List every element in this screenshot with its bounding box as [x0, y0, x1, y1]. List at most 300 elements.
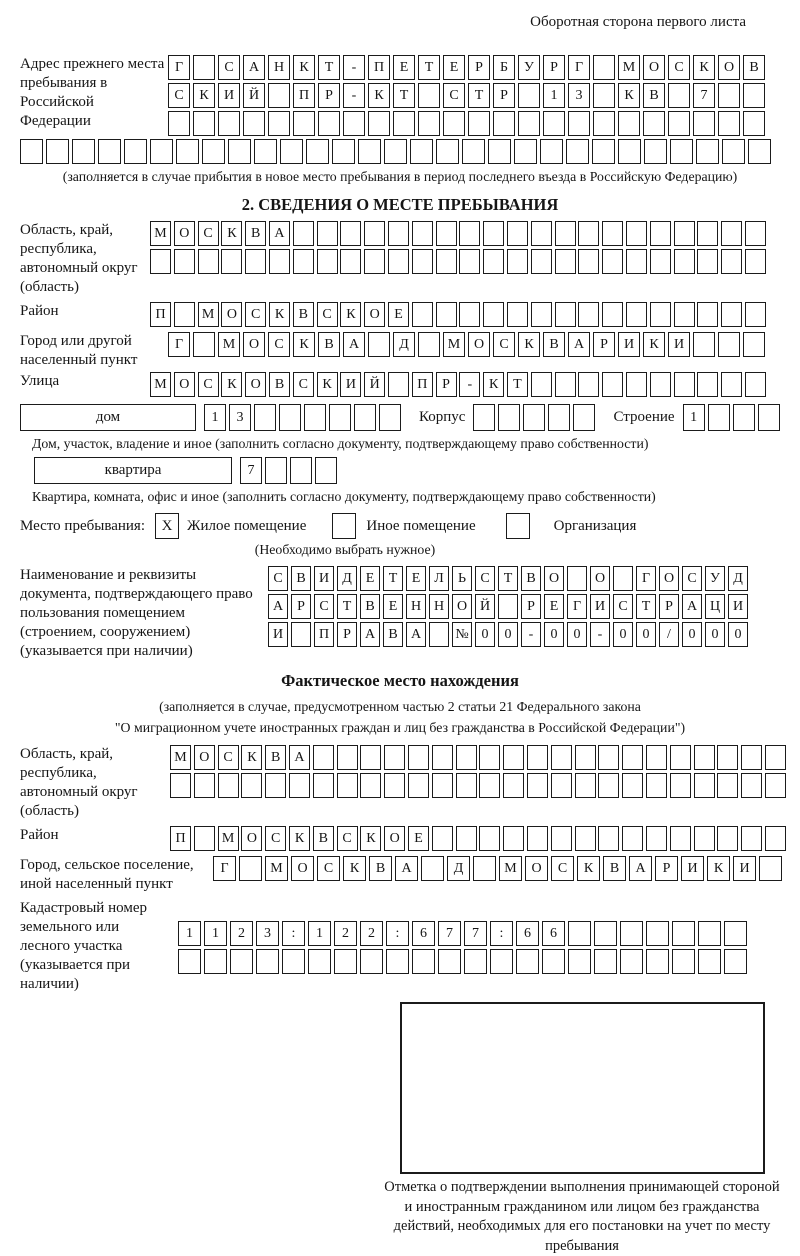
char-box[interactable] — [293, 249, 314, 274]
char-box[interactable] — [717, 826, 738, 851]
char-box[interactable] — [332, 139, 355, 164]
char-box[interactable] — [670, 773, 691, 798]
char-box[interactable] — [741, 773, 762, 798]
char-box[interactable]: 7 — [438, 921, 461, 946]
char-box[interactable]: О — [245, 372, 266, 397]
char-box[interactable]: М — [443, 332, 465, 357]
char-box[interactable]: С — [198, 221, 219, 246]
char-box[interactable]: 0 — [613, 622, 633, 647]
char-box[interactable] — [650, 302, 671, 327]
char-box[interactable]: Й — [475, 594, 495, 619]
char-box[interactable] — [282, 949, 305, 974]
char-box[interactable]: Д — [393, 332, 415, 357]
char-box[interactable]: В — [369, 856, 392, 881]
stay-option-org-checkbox[interactable] — [506, 513, 530, 539]
char-box[interactable] — [265, 457, 287, 484]
char-box[interactable] — [523, 404, 545, 431]
char-box[interactable] — [318, 111, 340, 136]
char-box[interactable]: К — [340, 302, 361, 327]
char-box[interactable] — [364, 221, 385, 246]
char-box[interactable] — [693, 332, 715, 357]
char-box[interactable] — [193, 332, 215, 357]
char-box[interactable] — [733, 404, 755, 431]
char-box[interactable]: С — [551, 856, 574, 881]
char-box[interactable]: А — [243, 55, 265, 80]
char-box[interactable]: Т — [468, 83, 490, 108]
char-box[interactable]: К — [693, 55, 715, 80]
char-box[interactable] — [759, 856, 782, 881]
char-box[interactable]: Д — [447, 856, 470, 881]
char-box[interactable] — [384, 773, 405, 798]
char-box[interactable] — [618, 139, 641, 164]
char-box[interactable] — [368, 111, 390, 136]
char-box[interactable] — [418, 111, 440, 136]
char-box[interactable] — [20, 139, 43, 164]
char-box[interactable] — [360, 745, 381, 770]
char-box[interactable]: О — [291, 856, 314, 881]
char-box[interactable] — [568, 111, 590, 136]
char-box[interactable]: Р — [543, 55, 565, 80]
char-box[interactable] — [245, 249, 266, 274]
char-box[interactable] — [694, 773, 715, 798]
char-box[interactable] — [293, 111, 315, 136]
char-box[interactable]: П — [368, 55, 390, 80]
char-box[interactable]: С — [218, 745, 239, 770]
char-box[interactable] — [598, 745, 619, 770]
char-box[interactable]: Е — [443, 55, 465, 80]
char-box[interactable]: Е — [393, 55, 415, 80]
char-box[interactable] — [340, 249, 361, 274]
char-box[interactable] — [672, 921, 695, 946]
char-box[interactable] — [694, 745, 715, 770]
char-box[interactable]: О — [468, 332, 490, 357]
char-box[interactable]: № — [452, 622, 472, 647]
char-box[interactable] — [551, 826, 572, 851]
char-box[interactable] — [412, 302, 433, 327]
char-box[interactable] — [313, 745, 334, 770]
char-box[interactable]: В — [245, 221, 266, 246]
char-box[interactable] — [459, 302, 480, 327]
char-box[interactable]: 2 — [334, 921, 357, 946]
char-box[interactable]: К — [483, 372, 504, 397]
char-box[interactable] — [698, 921, 721, 946]
char-box[interactable] — [98, 139, 121, 164]
char-box[interactable] — [408, 745, 429, 770]
char-box[interactable]: К — [293, 55, 315, 80]
char-box[interactable] — [176, 139, 199, 164]
char-box[interactable] — [575, 826, 596, 851]
char-box[interactable]: М — [618, 55, 640, 80]
char-box[interactable] — [721, 249, 742, 274]
char-box[interactable]: 1 — [683, 404, 705, 431]
char-box[interactable]: Н — [268, 55, 290, 80]
char-box[interactable] — [622, 826, 643, 851]
char-box[interactable] — [745, 221, 766, 246]
char-box[interactable] — [265, 773, 286, 798]
char-box[interactable]: Р — [436, 372, 457, 397]
char-box[interactable] — [340, 221, 361, 246]
char-box[interactable] — [483, 249, 504, 274]
char-box[interactable] — [765, 745, 786, 770]
char-box[interactable]: : — [490, 921, 513, 946]
char-box[interactable] — [696, 139, 719, 164]
char-box[interactable]: Р — [659, 594, 679, 619]
char-box[interactable] — [743, 111, 765, 136]
char-box[interactable]: О — [452, 594, 472, 619]
char-box[interactable] — [337, 773, 358, 798]
char-box[interactable]: У — [518, 55, 540, 80]
char-box[interactable]: 0 — [498, 622, 518, 647]
char-box[interactable] — [514, 139, 537, 164]
char-box[interactable] — [724, 949, 747, 974]
char-box[interactable] — [531, 221, 552, 246]
char-box[interactable] — [697, 372, 718, 397]
char-box[interactable]: Р — [655, 856, 678, 881]
char-box[interactable] — [551, 745, 572, 770]
char-box[interactable] — [230, 949, 253, 974]
char-box[interactable]: 1 — [204, 404, 226, 431]
char-box[interactable]: Н — [406, 594, 426, 619]
char-box[interactable]: Й — [364, 372, 385, 397]
char-box[interactable] — [202, 139, 225, 164]
char-box[interactable]: Л — [429, 566, 449, 591]
char-box[interactable] — [291, 622, 311, 647]
char-box[interactable] — [507, 249, 528, 274]
char-box[interactable] — [620, 949, 643, 974]
char-box[interactable] — [386, 949, 409, 974]
char-box[interactable] — [388, 372, 409, 397]
char-box[interactable]: О — [590, 566, 610, 591]
char-box[interactable]: / — [659, 622, 679, 647]
char-box[interactable] — [243, 111, 265, 136]
char-box[interactable] — [598, 773, 619, 798]
char-box[interactable]: Т — [636, 594, 656, 619]
char-box[interactable]: 3 — [256, 921, 279, 946]
char-box[interactable]: М — [150, 372, 171, 397]
char-box[interactable]: А — [568, 332, 590, 357]
char-box[interactable] — [306, 139, 329, 164]
char-box[interactable]: 0 — [544, 622, 564, 647]
char-box[interactable]: 3 — [229, 404, 251, 431]
char-box[interactable] — [479, 826, 500, 851]
char-box[interactable] — [228, 139, 251, 164]
char-box[interactable]: 0 — [567, 622, 587, 647]
char-box[interactable]: 0 — [705, 622, 725, 647]
char-box[interactable] — [304, 404, 326, 431]
char-box[interactable]: И — [314, 566, 334, 591]
char-box[interactable]: - — [343, 83, 365, 108]
char-box[interactable] — [718, 332, 740, 357]
char-box[interactable] — [527, 773, 548, 798]
char-box[interactable] — [646, 773, 667, 798]
char-box[interactable] — [241, 773, 262, 798]
char-box[interactable] — [694, 826, 715, 851]
char-box[interactable] — [602, 221, 623, 246]
char-box[interactable] — [468, 111, 490, 136]
char-box[interactable] — [459, 249, 480, 274]
char-box[interactable]: П — [150, 302, 171, 327]
char-box[interactable] — [693, 111, 715, 136]
char-box[interactable] — [456, 745, 477, 770]
char-box[interactable] — [602, 249, 623, 274]
char-box[interactable]: С — [218, 55, 240, 80]
char-box[interactable] — [531, 302, 552, 327]
char-box[interactable] — [124, 139, 147, 164]
char-box[interactable] — [644, 139, 667, 164]
char-box[interactable] — [280, 139, 303, 164]
char-box[interactable]: А — [682, 594, 702, 619]
char-box[interactable] — [543, 111, 565, 136]
char-box[interactable] — [516, 949, 539, 974]
char-box[interactable] — [593, 55, 615, 80]
char-box[interactable]: П — [412, 372, 433, 397]
char-box[interactable] — [721, 302, 742, 327]
char-box[interactable]: И — [218, 83, 240, 108]
char-box[interactable] — [551, 773, 572, 798]
char-box[interactable] — [384, 139, 407, 164]
char-box[interactable] — [548, 404, 570, 431]
char-box[interactable] — [432, 745, 453, 770]
char-box[interactable] — [567, 566, 587, 591]
char-box[interactable] — [745, 372, 766, 397]
char-box[interactable]: 2 — [230, 921, 253, 946]
char-box[interactable] — [268, 83, 290, 108]
char-box[interactable]: И — [668, 332, 690, 357]
char-box[interactable] — [483, 221, 504, 246]
char-box[interactable]: П — [293, 83, 315, 108]
char-box[interactable]: Е — [360, 566, 380, 591]
char-box[interactable]: И — [728, 594, 748, 619]
char-box[interactable] — [674, 372, 695, 397]
char-box[interactable] — [174, 302, 195, 327]
char-box[interactable]: И — [268, 622, 288, 647]
char-box[interactable]: К — [707, 856, 730, 881]
char-box[interactable] — [646, 745, 667, 770]
char-box[interactable] — [254, 139, 277, 164]
char-box[interactable]: Г — [567, 594, 587, 619]
char-box[interactable] — [518, 83, 540, 108]
char-box[interactable] — [748, 139, 771, 164]
char-box[interactable]: Т — [318, 55, 340, 80]
char-box[interactable] — [568, 921, 591, 946]
char-box[interactable] — [622, 773, 643, 798]
char-box[interactable] — [418, 332, 440, 357]
char-box[interactable] — [429, 622, 449, 647]
char-box[interactable]: О — [241, 826, 262, 851]
char-box[interactable]: В — [383, 622, 403, 647]
char-box[interactable]: О — [718, 55, 740, 80]
char-box[interactable]: М — [218, 826, 239, 851]
char-box[interactable]: С — [314, 594, 334, 619]
char-box[interactable] — [592, 139, 615, 164]
char-box[interactable] — [618, 111, 640, 136]
char-box[interactable] — [174, 249, 195, 274]
char-box[interactable] — [718, 111, 740, 136]
char-box[interactable]: К — [221, 221, 242, 246]
char-box[interactable]: В — [360, 594, 380, 619]
char-box[interactable] — [646, 949, 669, 974]
char-box[interactable]: К — [317, 372, 338, 397]
char-box[interactable] — [743, 332, 765, 357]
char-box[interactable] — [765, 826, 786, 851]
char-box[interactable] — [479, 773, 500, 798]
char-box[interactable] — [646, 921, 669, 946]
char-box[interactable] — [668, 83, 690, 108]
char-box[interactable] — [578, 372, 599, 397]
char-box[interactable] — [765, 773, 786, 798]
char-box[interactable]: С — [245, 302, 266, 327]
char-box[interactable] — [672, 949, 695, 974]
char-box[interactable]: Т — [393, 83, 415, 108]
char-box[interactable]: А — [360, 622, 380, 647]
char-box[interactable] — [507, 302, 528, 327]
char-box[interactable] — [388, 249, 409, 274]
char-box[interactable] — [722, 139, 745, 164]
char-box[interactable]: В — [318, 332, 340, 357]
char-box[interactable]: К — [289, 826, 310, 851]
char-box[interactable]: Й — [243, 83, 265, 108]
char-box[interactable]: К — [241, 745, 262, 770]
char-box[interactable] — [620, 921, 643, 946]
char-box[interactable]: - — [590, 622, 610, 647]
char-box[interactable]: Г — [568, 55, 590, 80]
char-box[interactable]: А — [406, 622, 426, 647]
char-box[interactable] — [743, 83, 765, 108]
char-box[interactable]: М — [170, 745, 191, 770]
char-box[interactable] — [443, 111, 465, 136]
char-box[interactable] — [573, 404, 595, 431]
char-box[interactable] — [646, 826, 667, 851]
char-box[interactable]: А — [343, 332, 365, 357]
char-box[interactable] — [412, 949, 435, 974]
char-box[interactable]: 0 — [636, 622, 656, 647]
char-box[interactable] — [313, 773, 334, 798]
char-box[interactable] — [697, 221, 718, 246]
char-box[interactable]: 1 — [308, 921, 331, 946]
char-box[interactable] — [527, 745, 548, 770]
char-box[interactable]: Р — [291, 594, 311, 619]
char-box[interactable] — [555, 372, 576, 397]
char-box[interactable]: Г — [168, 55, 190, 80]
apartment-name-box[interactable]: квартира — [34, 457, 232, 484]
char-box[interactable]: 7 — [240, 457, 262, 484]
char-box[interactable] — [745, 249, 766, 274]
char-box[interactable] — [555, 302, 576, 327]
char-box[interactable]: М — [198, 302, 219, 327]
char-box[interactable] — [329, 404, 351, 431]
char-box[interactable] — [393, 111, 415, 136]
char-box[interactable] — [456, 826, 477, 851]
char-box[interactable] — [518, 111, 540, 136]
char-box[interactable] — [364, 249, 385, 274]
char-box[interactable] — [337, 745, 358, 770]
char-box[interactable] — [360, 773, 381, 798]
char-box[interactable]: 1 — [178, 921, 201, 946]
char-box[interactable]: С — [168, 83, 190, 108]
char-box[interactable]: Т — [337, 594, 357, 619]
char-box[interactable] — [593, 83, 615, 108]
char-box[interactable]: 0 — [475, 622, 495, 647]
char-box[interactable] — [150, 139, 173, 164]
char-box[interactable] — [421, 856, 444, 881]
char-box[interactable] — [269, 249, 290, 274]
char-box[interactable] — [358, 139, 381, 164]
char-box[interactable]: К — [360, 826, 381, 851]
char-box[interactable]: В — [291, 566, 311, 591]
char-box[interactable] — [488, 139, 511, 164]
char-box[interactable]: О — [384, 826, 405, 851]
char-box[interactable]: С — [443, 83, 465, 108]
char-box[interactable]: К — [618, 83, 640, 108]
char-box[interactable]: - — [459, 372, 480, 397]
char-box[interactable] — [575, 745, 596, 770]
char-box[interactable] — [670, 139, 693, 164]
char-box[interactable] — [498, 404, 520, 431]
char-box[interactable] — [622, 745, 643, 770]
char-box[interactable]: О — [643, 55, 665, 80]
char-box[interactable] — [542, 949, 565, 974]
char-box[interactable] — [490, 949, 513, 974]
char-box[interactable]: Т — [383, 566, 403, 591]
char-box[interactable] — [721, 221, 742, 246]
char-box[interactable]: В — [269, 372, 290, 397]
char-box[interactable] — [593, 111, 615, 136]
char-box[interactable] — [483, 302, 504, 327]
char-box[interactable] — [268, 111, 290, 136]
char-box[interactable] — [150, 249, 171, 274]
char-box[interactable] — [193, 55, 215, 80]
char-box[interactable]: П — [170, 826, 191, 851]
char-box[interactable] — [708, 404, 730, 431]
char-box[interactable] — [717, 745, 738, 770]
char-box[interactable]: С — [265, 826, 286, 851]
char-box[interactable]: П — [314, 622, 334, 647]
char-box[interactable]: Е — [408, 826, 429, 851]
char-box[interactable]: 1 — [204, 921, 227, 946]
stay-option-inoe-checkbox[interactable] — [332, 513, 356, 539]
char-box[interactable]: С — [317, 302, 338, 327]
char-box[interactable]: И — [618, 332, 640, 357]
char-box[interactable] — [412, 249, 433, 274]
char-box[interactable] — [290, 457, 312, 484]
char-box[interactable] — [626, 249, 647, 274]
char-box[interactable] — [527, 826, 548, 851]
char-box[interactable]: М — [499, 856, 522, 881]
char-box[interactable] — [674, 221, 695, 246]
char-box[interactable] — [578, 302, 599, 327]
char-box[interactable]: К — [193, 83, 215, 108]
char-box[interactable] — [193, 111, 215, 136]
char-box[interactable]: И — [733, 856, 756, 881]
char-box[interactable] — [626, 221, 647, 246]
char-box[interactable] — [697, 302, 718, 327]
char-box[interactable] — [432, 773, 453, 798]
char-box[interactable]: К — [368, 83, 390, 108]
char-box[interactable] — [289, 773, 310, 798]
char-box[interactable] — [718, 83, 740, 108]
char-box[interactable] — [308, 949, 331, 974]
char-box[interactable]: Б — [493, 55, 515, 80]
char-box[interactable] — [555, 249, 576, 274]
char-box[interactable] — [218, 111, 240, 136]
char-box[interactable] — [479, 745, 500, 770]
char-box[interactable]: К — [643, 332, 665, 357]
char-box[interactable] — [412, 221, 433, 246]
char-box[interactable] — [503, 773, 524, 798]
char-box[interactable]: Д — [728, 566, 748, 591]
char-box[interactable]: С — [198, 372, 219, 397]
char-box[interactable] — [221, 249, 242, 274]
